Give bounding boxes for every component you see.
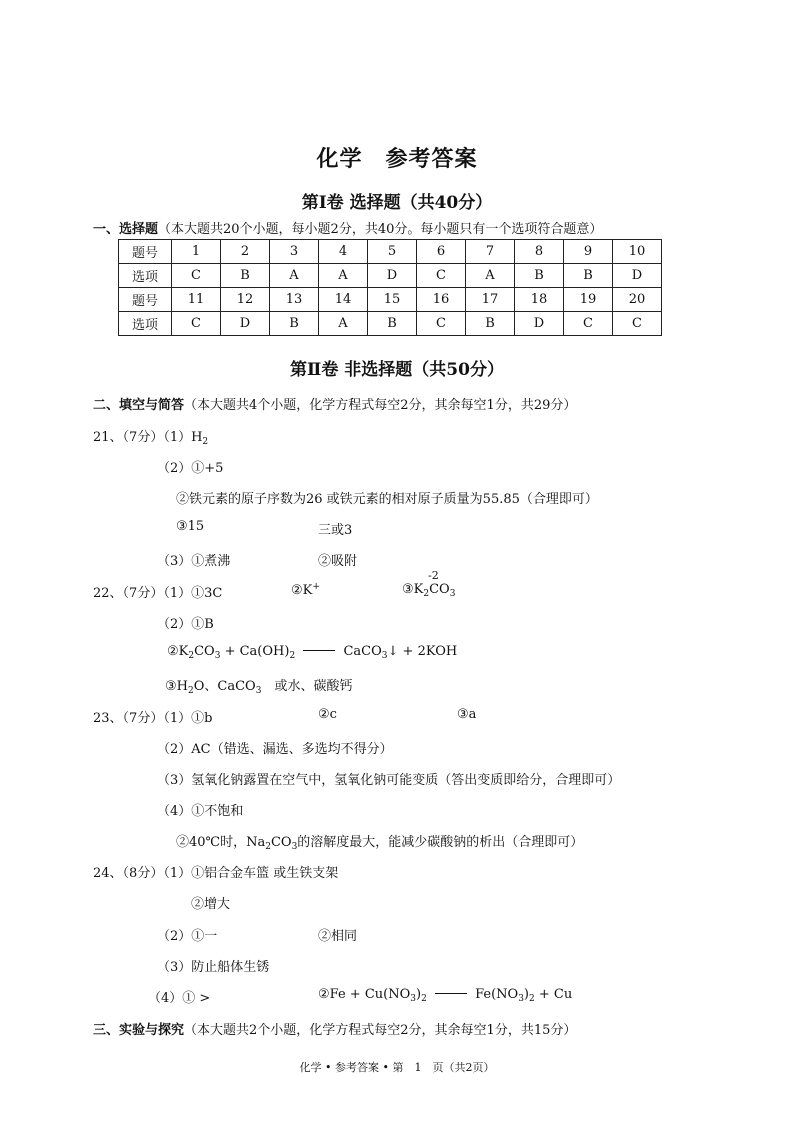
table-cell: D — [515, 312, 564, 336]
q21-head-text: 21、（7分）（1）H — [93, 430, 203, 445]
table-cell: D — [368, 264, 417, 288]
formula-part: CaCO — [343, 644, 382, 659]
table-cell: 8 — [515, 240, 564, 264]
q23-p2: （2）AC（错选、漏选、多选均不得分） — [157, 742, 393, 757]
q22-head: 22、（7分）（1）①3C — [93, 586, 223, 601]
formula-part: ②K — [167, 644, 189, 659]
table-cell: 17 — [466, 288, 515, 312]
subscript: 2 — [529, 994, 535, 1004]
table-cell: C — [417, 312, 466, 336]
part1-heading: 第Ⅰ卷 选择题（共40分） — [301, 193, 493, 213]
q24-p1-2: ②增大 — [191, 897, 231, 912]
formula-part: 或水、碳酸钙 — [261, 679, 353, 694]
table-cell: 16 — [417, 288, 466, 312]
formula-part: 的溶解度最大，能减少碳酸钠的析出（合理即可） — [297, 835, 584, 850]
q22-k2co3 — [402, 569, 456, 599]
table-cell: B — [368, 312, 417, 336]
table-cell: 18 — [515, 288, 564, 312]
table-cell: 10 — [613, 240, 662, 264]
equals-sign — [303, 650, 335, 653]
table-cell: C — [613, 312, 662, 336]
table-cell: B — [515, 264, 564, 288]
formula-part: ) — [523, 987, 529, 1002]
valence-mark: -2 — [428, 569, 439, 582]
table-cell: A — [466, 264, 515, 288]
q21-p2-3b: 三或3 — [318, 523, 353, 538]
q23-p3: （3）氢氧化钠露置在空气中，氢氧化钠可能变质（答出变质即给分，合理即可） — [157, 773, 621, 788]
formula-part: ②40℃时，Na — [176, 835, 266, 850]
subscript: 2 — [188, 686, 194, 696]
section3-label: 三、实验与探究 — [93, 1023, 185, 1038]
table-cell: C — [172, 312, 221, 336]
q23-head: 23、（7分）（1）①b — [93, 711, 213, 726]
q22-p2-3 — [165, 675, 352, 696]
table-cell: 6 — [417, 240, 466, 264]
subscript: 2 — [423, 589, 430, 599]
formula-part: ③K — [402, 582, 424, 597]
table-cell: C — [564, 312, 613, 336]
table-cell: 2 — [221, 240, 270, 264]
page-footer: 化学 • 参考答案 • 第 1 页（共2页） — [299, 1061, 495, 1074]
subscript: 2 — [421, 994, 427, 1004]
part2-heading: 第Ⅱ卷 非选择题（共50分） — [290, 360, 504, 380]
subscript: 3 — [449, 589, 456, 599]
equals-sign — [435, 993, 467, 996]
section2-intro — [93, 394, 576, 413]
table-cell: C — [172, 264, 221, 288]
q21-p3b: ②吸附 — [318, 554, 358, 569]
formula-part: ↓ + 2KOH — [387, 644, 458, 659]
subscript: 3 — [255, 686, 262, 696]
subscript: 3 — [518, 994, 524, 1004]
q23-p4-1: （4）①不饱和 — [157, 804, 244, 819]
section1-label: 一、选择题 — [93, 222, 159, 237]
formula-part: + Ca(OH) — [220, 644, 290, 659]
table-cell: 19 — [564, 288, 613, 312]
table-cell: B — [564, 264, 613, 288]
table-cell: 14 — [319, 288, 368, 312]
table-cell: 13 — [270, 288, 319, 312]
section1-intro — [93, 218, 602, 237]
table-cell: 4 — [319, 240, 368, 264]
subscript: 2 — [265, 842, 271, 852]
table-cell: 12 — [221, 288, 270, 312]
q21-p2-2: ②铁元素的原子序数为26 或铁元素的相对原子质量为55.85（合理即可） — [176, 492, 598, 507]
q23-p4-2 — [176, 831, 583, 852]
table-cell: A — [270, 264, 319, 288]
table-cell: D — [613, 264, 662, 288]
formula-part: + Cu — [534, 987, 573, 1002]
table-row — [119, 264, 662, 288]
table-row — [119, 288, 662, 312]
q21-head — [93, 426, 208, 447]
table-cell: B — [270, 312, 319, 336]
q21-p2-3a: ③15 — [176, 519, 205, 534]
q24-equation — [318, 987, 572, 1004]
table-cell: D — [221, 312, 270, 336]
subscript: 2 — [188, 651, 195, 661]
row-label: 选项 — [119, 264, 172, 288]
section2-label: 二、填空与简答 — [93, 398, 185, 413]
q22-k-ion — [291, 582, 320, 598]
formula-part: O、CaCO — [193, 679, 256, 694]
table-cell: 1 — [172, 240, 221, 264]
formula-part: ③H — [165, 679, 188, 694]
table-cell: A — [319, 264, 368, 288]
q24-head: 24、（8分）（1）①铝合金车篮 或生铁支架 — [93, 866, 339, 881]
section3-note: （本大题共2个小题，化学方程式每空2分，其余每空1分，共15分） — [184, 1023, 577, 1038]
k-ion-text: ②K — [291, 583, 313, 598]
subscript: 2 — [202, 437, 209, 447]
q23-p1b: ②c — [318, 707, 337, 722]
table-cell: 11 — [172, 288, 221, 312]
formula-part: CO — [270, 835, 292, 850]
subscript: 3 — [214, 651, 221, 661]
formula-part: ②Fe + Cu(NO — [318, 987, 411, 1002]
section3-intro — [93, 1019, 576, 1038]
page-title: 化学 参考答案 — [316, 146, 478, 172]
subscript: 3 — [410, 994, 416, 1004]
table-cell: B — [466, 312, 515, 336]
table-row — [119, 240, 662, 264]
q24-p2a: （2）①一 — [157, 929, 218, 944]
q24-p2b: ②相同 — [318, 929, 358, 944]
row-label: 题号 — [119, 288, 172, 312]
q24-p3: （3）防止船体生锈 — [157, 960, 270, 975]
table-cell: 3 — [270, 240, 319, 264]
k2co3-formula — [402, 569, 456, 599]
q21-p3a: （3）①煮沸 — [157, 554, 231, 569]
table-row — [119, 312, 662, 336]
q22-equation — [167, 644, 457, 661]
table-cell: 15 — [368, 288, 417, 312]
section2-note: （本大题共4个小题，化学方程式每空2分，其余每空1分，共29分） — [184, 398, 577, 413]
row-label: 选项 — [119, 312, 172, 336]
formula-part: ) — [415, 987, 422, 1002]
q22-p2-1: （2）①B — [157, 617, 214, 632]
formula-part: CO — [194, 644, 215, 659]
formula-part: Fe(NO — [475, 987, 519, 1002]
subscript: 2 — [289, 651, 296, 661]
formula-part: CO — [429, 582, 450, 597]
table-cell: A — [319, 312, 368, 336]
subscript: 3 — [381, 651, 388, 661]
q23-p1c: ③a — [457, 707, 477, 722]
answer-table — [118, 239, 662, 336]
q21-p2-1: （2）①+5 — [157, 461, 224, 476]
table-cell: C — [417, 264, 466, 288]
table-cell: 5 — [368, 240, 417, 264]
table-cell: B — [221, 264, 270, 288]
q24-p4a: （4）① > — [148, 991, 211, 1006]
table-cell: 9 — [564, 240, 613, 264]
table-cell: 20 — [613, 288, 662, 312]
row-label: 题号 — [119, 240, 172, 264]
section1-note: （本大题共20个小题，每小题2分，共40分。每小题只有一个选项符合题意） — [158, 222, 603, 237]
table-cell: 7 — [466, 240, 515, 264]
subscript: 3 — [291, 842, 298, 852]
superscript: + — [312, 582, 320, 592]
